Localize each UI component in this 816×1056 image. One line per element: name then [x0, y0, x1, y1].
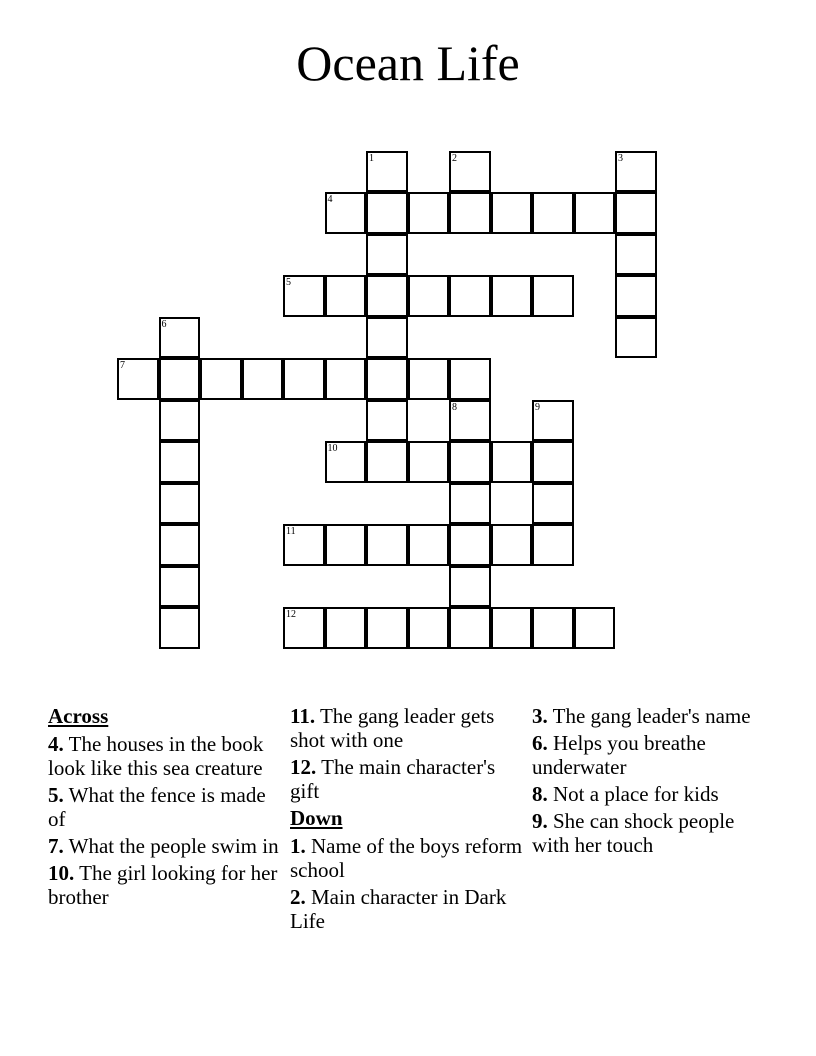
grid-cell[interactable] [408, 607, 450, 649]
grid-cell[interactable] [366, 317, 408, 359]
grid-cell[interactable] [408, 275, 450, 317]
grid-cell[interactable] [325, 275, 367, 317]
grid-cell[interactable] [366, 151, 408, 193]
clue-number: 9. [532, 809, 548, 833]
clue-across-10 [48, 861, 284, 909]
page-title: Ocean Life [296, 35, 520, 91]
grid-cell[interactable] [366, 524, 408, 566]
grid-cell[interactable] [366, 607, 408, 649]
clue-number-label: 7 [120, 360, 125, 371]
clue-number: 8. [532, 782, 548, 806]
grid-cell[interactable] [159, 607, 201, 649]
clue-number-label: 10 [327, 443, 338, 454]
grid-cell[interactable] [159, 483, 201, 525]
clue-number-label: 12 [286, 609, 296, 620]
clue-number: 6. [532, 731, 548, 755]
clue-number: 10. [48, 861, 75, 885]
grid-cell[interactable] [283, 358, 325, 400]
clue-number-label: 9 [535, 401, 540, 413]
grid-cell[interactable] [366, 192, 408, 234]
clue-down-9 [532, 809, 768, 857]
grid-cell[interactable] [283, 607, 325, 649]
clue-across-12 [290, 755, 526, 803]
grid-cell[interactable] [283, 275, 325, 317]
grid-cell[interactable] [532, 275, 574, 317]
clue-text: The houses in the book look like this sea creature [48, 732, 264, 780]
clue-number: 5. [48, 783, 64, 807]
clue-number: 11. [290, 704, 316, 728]
grid-cell[interactable] [283, 524, 325, 566]
grid-cell[interactable] [449, 275, 491, 317]
grid-cell[interactable] [449, 441, 491, 483]
grid-cell[interactable] [574, 607, 616, 649]
grid-cell[interactable] [449, 151, 491, 193]
grid-cell[interactable] [491, 607, 533, 649]
grid-cell[interactable] [449, 400, 491, 442]
grid-cell[interactable] [159, 400, 201, 442]
clue-number: 3. [532, 704, 548, 728]
clue-text: What the people swim in [63, 834, 279, 858]
across-heading: Across [48, 704, 109, 728]
grid-cell[interactable] [491, 275, 533, 317]
clue-number-label: 1 [369, 152, 374, 164]
grid-cell[interactable] [615, 275, 657, 317]
grid-cell[interactable] [491, 192, 533, 234]
clue-number: 7. [48, 834, 64, 858]
clue-text: The gang leader gets shot with one [290, 704, 495, 752]
clues-column-3 [532, 704, 768, 860]
grid-cell[interactable] [408, 192, 450, 234]
clue-down-8 [532, 782, 768, 806]
clue-text: Not a place for kids [547, 782, 719, 806]
clue-number-label: 11 [286, 526, 296, 537]
grid-cell[interactable] [449, 566, 491, 608]
clue-number-label: 6 [161, 318, 167, 330]
grid-cell[interactable] [615, 317, 657, 359]
clue-number-label: 5 [286, 277, 291, 288]
grid-cell[interactable] [200, 358, 242, 400]
clue-down-6 [532, 731, 768, 779]
grid-cell[interactable] [325, 441, 367, 483]
clue-text: Name of the boys reform school [290, 834, 523, 882]
grid-cell[interactable] [159, 441, 201, 483]
grid-cell[interactable] [242, 358, 284, 400]
clue-number-label: 3 [618, 152, 623, 164]
clue-text: The main character's gift [290, 755, 496, 803]
clue-number: 2. [290, 885, 306, 909]
grid-cell[interactable] [532, 441, 574, 483]
grid-cell[interactable] [325, 192, 367, 234]
clue-number-label: 4 [327, 194, 333, 205]
grid-cell[interactable] [366, 400, 408, 442]
grid-cell[interactable] [408, 441, 450, 483]
clue-across-5 [48, 783, 284, 831]
clue-text: The gang leader's name [547, 704, 751, 728]
grid-cell[interactable] [449, 358, 491, 400]
clue-number-label: 2 [452, 152, 457, 164]
clue-number: 1. [290, 834, 306, 858]
grid-cell[interactable] [449, 524, 491, 566]
clue-across-4 [48, 732, 284, 780]
clue-number: 12. [290, 755, 317, 779]
grid-cell[interactable] [615, 192, 657, 234]
grid-cell[interactable] [366, 358, 408, 400]
clue-down-2 [290, 885, 526, 933]
clues-column-2 [290, 704, 526, 936]
grid-cell[interactable] [325, 358, 367, 400]
grid-cell[interactable] [325, 607, 367, 649]
clue-text: She can shock people with her touch [532, 809, 735, 857]
grid-cell[interactable] [491, 524, 533, 566]
clue-number: 4. [48, 732, 64, 756]
grid-cell[interactable] [491, 441, 533, 483]
clue-text: Main character in Dark Life [290, 885, 507, 933]
grid-cell[interactable] [532, 524, 574, 566]
grid-cell[interactable] [574, 192, 616, 234]
grid-cell[interactable] [159, 566, 201, 608]
grid-cell[interactable] [159, 524, 201, 566]
grid-cell[interactable] [532, 400, 574, 442]
grid-cell[interactable] [366, 441, 408, 483]
clue-text: The girl looking for her brother [48, 861, 278, 909]
grid-cell[interactable] [532, 607, 574, 649]
clue-across-7 [48, 834, 284, 858]
grid-cell[interactable] [366, 234, 408, 276]
grid-cell[interactable] [449, 607, 491, 649]
clue-number-label: 8 [452, 401, 457, 413]
grid-cell[interactable] [159, 358, 201, 400]
grid-cell[interactable] [408, 524, 450, 566]
grid-cell[interactable] [532, 192, 574, 234]
grid-cell[interactable] [408, 358, 450, 400]
grid-cell[interactable] [449, 192, 491, 234]
clue-text: Helps you breathe underwater [532, 731, 706, 779]
clue-down-3 [532, 704, 768, 728]
clue-across-11 [290, 704, 526, 752]
clue-down-1 [290, 834, 526, 882]
clues-column-1 [48, 704, 284, 912]
grid-cell[interactable] [325, 524, 367, 566]
down-heading: Down [290, 806, 343, 830]
grid-cell[interactable] [532, 483, 574, 525]
grid-cell[interactable] [366, 275, 408, 317]
grid-cell[interactable] [117, 358, 159, 400]
grid-cell[interactable] [159, 317, 201, 359]
grid-cell[interactable] [615, 151, 657, 193]
clue-text: What the fence is made of [48, 783, 266, 831]
grid-cell[interactable] [615, 234, 657, 276]
grid-cell[interactable] [449, 483, 491, 525]
